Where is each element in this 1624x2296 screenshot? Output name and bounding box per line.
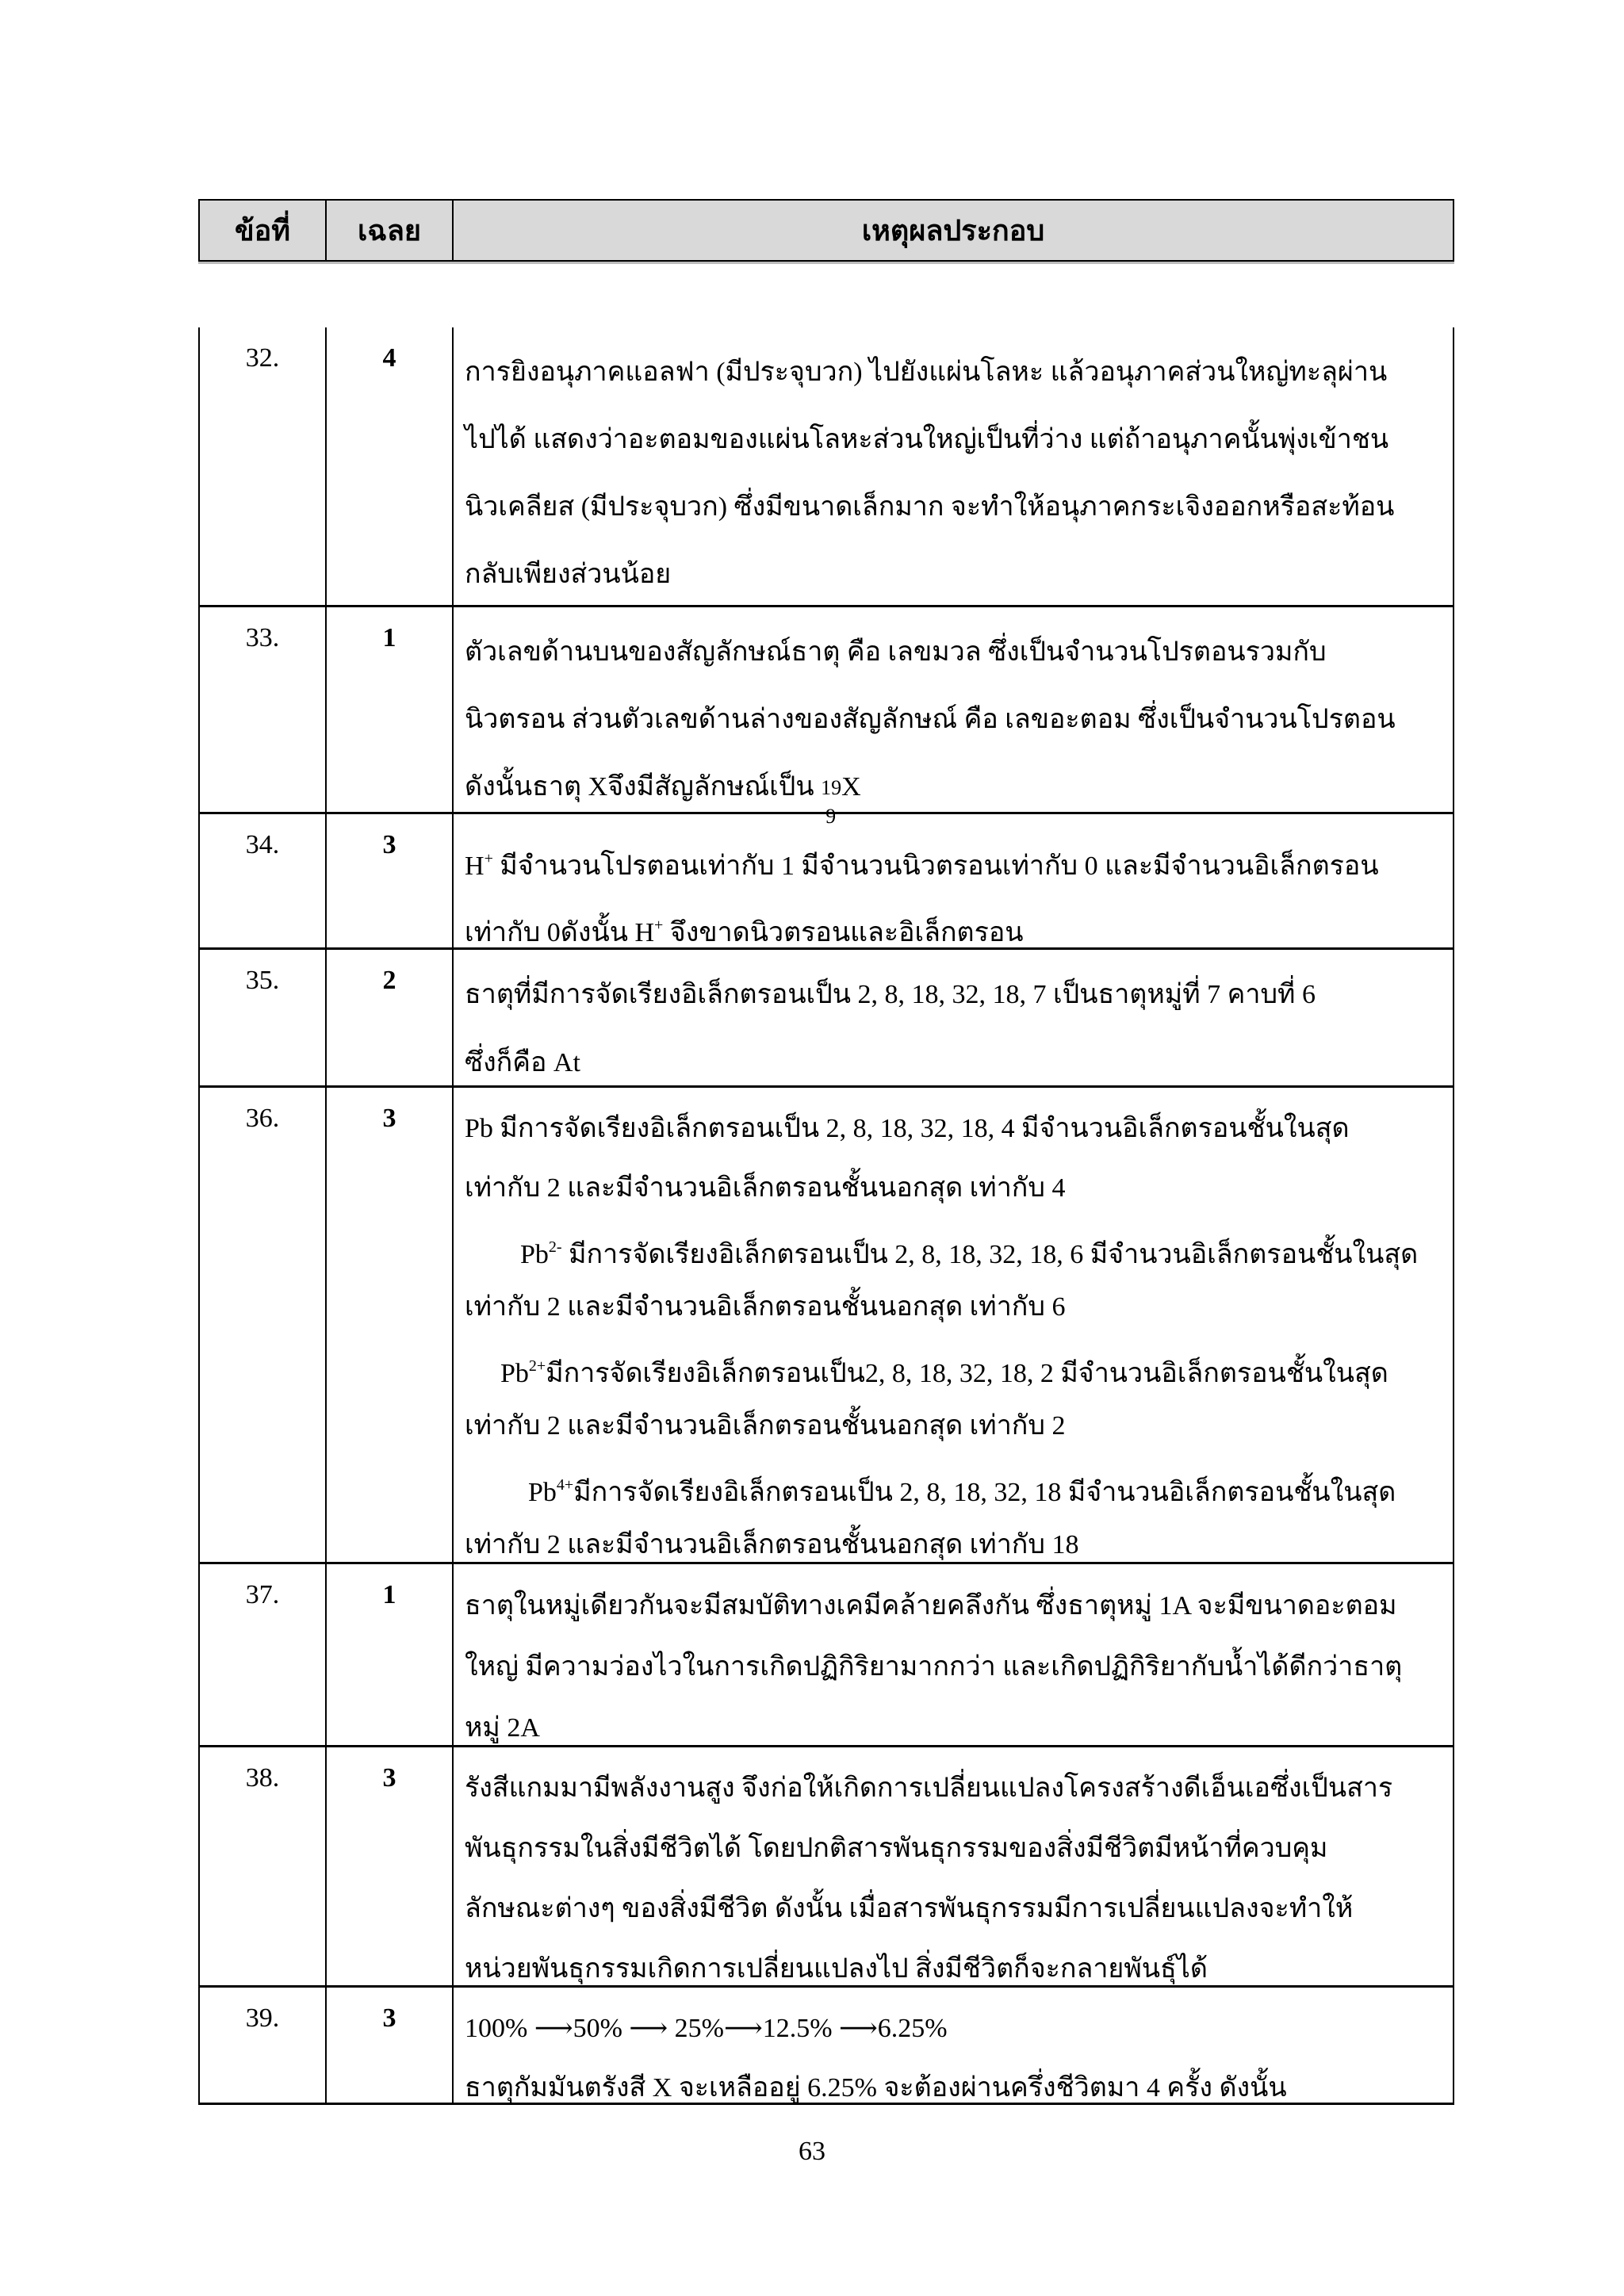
table-row: [200, 1745, 1453, 1985]
reason-text: [454, 1564, 1453, 1745]
reason-line: [465, 1575, 1453, 1636]
reason-line: [465, 1879, 1453, 1939]
answer-value: 4: [327, 327, 454, 605]
charge-superscript: +: [654, 916, 664, 934]
question-number: 36.: [200, 1088, 327, 1562]
text-segment: หมู่ 2A: [465, 1713, 540, 1743]
nuclide-notation: [821, 771, 842, 828]
header-question-number: ข้อที่: [200, 201, 327, 260]
reason-line: [465, 1218, 1453, 1277]
charge-superscript: +: [484, 850, 493, 867]
reason-text: [454, 814, 1453, 947]
reason-line: [465, 618, 1453, 686]
header-reason: เหตุผลประกอบ: [861, 215, 1045, 247]
reason-line: [465, 1158, 1453, 1218]
text-segment: นิวเคลียส (มีประจุบวก) ซึ่งมีขนาดเล็กมาก จะทำให้อนุภาคกระเจิงออกหรือสะท้อน: [465, 492, 1395, 522]
table-row: [200, 947, 1453, 1085]
text-segment: Pb มีการจัดเรียงอิเล็กตรอนเป็น 2, 8, 18, 32, 18, 4 มีจำนวนอิเล็กตรอนชั้นในสุด: [465, 1114, 1350, 1143]
reason-line: [465, 892, 1453, 959]
reason-line: [465, 1999, 1453, 2058]
table-row: [200, 1985, 1453, 2103]
answer-value: 3: [327, 814, 454, 947]
table-header: [198, 199, 1454, 262]
page-number: 63: [799, 2137, 825, 2166]
text-segment: ดังนั้นธาตุ Xจึงมีสัญลักษณ์เป็น: [465, 772, 822, 802]
reason-text: [454, 950, 1453, 1085]
answer-value: 3: [327, 1088, 454, 1562]
reason-line: [465, 1636, 1453, 1697]
text-segment: ธาตุที่มีการจัดเรียงอิเล็กตรอนเป็น 2, 8, 18, 32, 18, 7 เป็นธาตุหมู่ที่ 7 คาบที่ 6: [465, 980, 1316, 1009]
question-number: 33.: [200, 607, 327, 812]
mass-number: 19: [821, 776, 842, 799]
text-segment: Pb: [528, 1478, 557, 1507]
answer-value: 1: [327, 607, 454, 812]
reason-text: [454, 1747, 1453, 1985]
text-segment: ไปได้ แสดงว่าอะตอมของแผ่นโลหะส่วนใหญ่เป็นที่ว่าง แต่ถ้าอนุภาคนั้นพุ่งเข้าชน: [465, 425, 1389, 454]
reason-line: [465, 406, 1453, 473]
answer-value: 2: [327, 950, 454, 1085]
text-segment: เท่ากับ 2 และมีจำนวนอิเล็กตรอนชั้นนอกสุด เท่ากับ 6: [465, 1292, 1066, 1322]
reason-line: [465, 825, 1453, 892]
header-answer: เฉลย: [327, 201, 454, 260]
question-number: 37.: [200, 1564, 327, 1745]
question-number: 39.: [200, 1988, 327, 2103]
answer-table-body: [198, 327, 1454, 2105]
reason-line: [465, 1396, 1453, 1456]
table-row: [200, 605, 1453, 828]
text-segment: X: [841, 772, 861, 802]
reason-line: [465, 1819, 1453, 1879]
reason-line: [465, 1277, 1453, 1337]
text-segment: เท่ากับ 2 และมีจำนวนอิเล็กตรอนชั้นนอกสุด เท่ากับ 4: [465, 1173, 1066, 1203]
answer-value: 1: [327, 1564, 454, 1745]
reason-text: [454, 1088, 1453, 1562]
reason-line: [465, 2058, 1453, 2118]
text-segment: หน่วยพันธุกรรมเกิดการเปลี่ยนแปลงไป สิ่งมีชีวิตก็จะกลายพันธุ์ได้: [465, 1954, 1208, 1984]
reason-line: [465, 473, 1453, 541]
table-row: [200, 327, 1453, 605]
text-segment: ธาตุกัมมันตรังสี X จะเหลืออยู่ 6.25% จะต้องผ่านครึ่งชีวิตมา 4 ครั้ง ดังนั้น: [465, 2073, 1287, 2103]
reason-text: [454, 607, 1453, 828]
question-number: 32.: [200, 327, 327, 605]
text-segment: เท่ากับ 2 และมีจำนวนอิเล็กตรอนชั้นนอกสุด เท่ากับ 18: [465, 1530, 1079, 1559]
question-number: 35.: [200, 950, 327, 1085]
atomic-number: 9: [825, 805, 837, 828]
text-segment: ใหญ่ มีความว่องไวในการเกิดปฏิกิริยามากกว่า และเกิดปฏิกิริยากับน้ำได้ดีกว่าธาตุ: [465, 1652, 1403, 1682]
answer-value: 3: [327, 1747, 454, 1985]
reason-line: [465, 339, 1453, 406]
reason-line: [465, 686, 1453, 753]
reason-line: [465, 961, 1453, 1029]
reason-text: [454, 1988, 1453, 2103]
text-segment: พันธุกรรมในสิ่งมีชีวิตได้ โดยปกติสารพันธุกรรมของสิ่งมีชีวิตมีหน้าที่ควบคุม: [465, 1834, 1328, 1863]
text-segment: มีการจัดเรียงอิเล็กตรอนเป็น 2, 8, 18, 32, 18, 6 มีจำนวนอิเล็กตรอนชั้นในสุด: [561, 1240, 1419, 1269]
reason-text: [454, 327, 1453, 605]
table-row: [200, 1085, 1453, 1562]
text-segment: ซึ่งก็คือ At: [465, 1048, 580, 1077]
answer-value: 3: [327, 1988, 454, 2103]
table-row: [200, 1562, 1453, 1745]
text-segment: การยิงอนุภาคแอลฟา (มีประจุบวก) ไปยังแผ่นโลหะ แล้วอนุภาคส่วนใหญ่ทะลุผ่าน: [465, 358, 1388, 387]
text-segment: จึงขาดนิวตรอนและอิเล็กตรอน: [663, 918, 1024, 947]
text-segment: ลักษณะต่างๆ ของสิ่งมีชีวิต ดังนั้น เมื่อสารพันธุกรรมมีการเปลี่ยนแปลงจะทำให้: [465, 1894, 1354, 1923]
text-segment: ธาตุในหมู่เดียวกันจะมีสมบัติทางเคมีคล้ายคลึงกัน ซึ่งธาตุหมู่ 1A จะมีขนาดอะตอม: [465, 1591, 1397, 1621]
text-segment: เท่ากับ 2 และมีจำนวนอิเล็กตรอนชั้นนอกสุด เท่ากับ 2: [465, 1411, 1066, 1441]
text-segment: มีจำนวนโปรตอนเท่ากับ 1 มีจำนวนนิวตรอนเท่ากับ 0 และมีจำนวนอิเล็กตรอน: [492, 851, 1379, 881]
question-number: 34.: [200, 814, 327, 947]
text-segment: เท่ากับ 0ดังนั้น H: [465, 918, 655, 947]
reason-line: [465, 1099, 1453, 1158]
reason-line: [465, 1337, 1453, 1396]
text-segment: H: [465, 851, 485, 881]
text-segment: รังสีแกมมามีพลังงานสูง จึงก่อให้เกิดการเปลี่ยนแปลงโครงสร้างดีเอ็นเอซึ่งเป็นสาร: [465, 1774, 1393, 1803]
text-segment: มีการจัดเรียงอิเล็กตรอนเป็น 2, 8, 18, 32, 18 มีจำนวนอิเล็กตรอนชั้นในสุด: [573, 1478, 1396, 1507]
text-segment: Pb: [500, 1359, 529, 1388]
text-segment: นิวตรอน ส่วนตัวเลขด้านล่างของสัญลักษณ์ คือ เลขอะตอม ซึ่งเป็นจำนวนโปรตอน: [465, 705, 1396, 734]
charge-superscript: 2+: [528, 1357, 546, 1375]
text-segment: ตัวเลขด้านบนของสัญลักษณ์ธาตุ คือ เลขมวล ซึ่งเป็นจำนวนโปรตอนรวมกับ: [465, 637, 1327, 667]
reason-line: [465, 1456, 1453, 1515]
text-segment: 100% ⟶50% ⟶ 25%⟶12.5% ⟶6.25%: [465, 2014, 948, 2043]
reason-line: [465, 1758, 1453, 1819]
text-segment: Pb: [520, 1240, 549, 1269]
charge-superscript: 4+: [556, 1476, 574, 1494]
question-number: 38.: [200, 1747, 327, 1985]
reason-line: [465, 753, 1453, 828]
charge-superscript: 2-: [548, 1238, 562, 1256]
text-segment: มีการจัดเรียงอิเล็กตรอนเป็น2, 8, 18, 32, 18, 2 มีจำนวนอิเล็กตรอนชั้นในสุด: [546, 1359, 1388, 1388]
reason-line: [465, 541, 1453, 608]
text-segment: กลับเพียงส่วนน้อย: [465, 560, 672, 589]
